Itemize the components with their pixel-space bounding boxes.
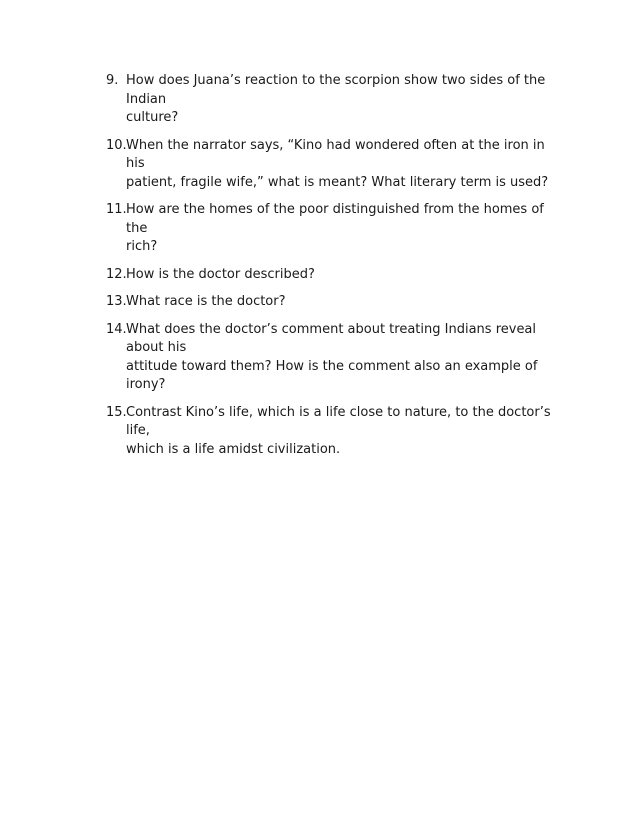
question-text: How is the doctor described? (126, 266, 315, 282)
question-item (106, 137, 566, 193)
question-text: What race is the doctor? (126, 294, 286, 309)
question-number: 12. (106, 266, 127, 282)
question-item (106, 404, 566, 460)
question-number: 15. (106, 404, 127, 420)
question-text: Contrast Kino’s life, which is a life close to nature, to the doctor’s life, which is a life amidst civilization. (126, 404, 551, 457)
question-text: How does Juana’s reaction to the scorpion show two sides of the Indian culture? (126, 73, 546, 125)
question-item (106, 201, 566, 257)
question-number: 11. (106, 202, 127, 217)
question-number: 14. (106, 321, 127, 337)
question-item (106, 321, 566, 395)
question-item (106, 72, 566, 128)
question-text: When the narrator says, “Kino had wondered often at the iron in his patient, fragile wife,” what is meant? What literary term is used? (126, 137, 549, 190)
question-item (106, 293, 566, 312)
question-list (106, 72, 566, 468)
question-text: How are the homes of the poor distinguished from the homes of the rich? (126, 202, 544, 254)
question-number: 10. (106, 137, 127, 153)
question-item (106, 266, 566, 285)
question-number: 9. (106, 73, 119, 88)
question-text: What does the doctor’s comment about treating Indians reveal about his attitude toward them? How is the comment also an example of irony? (126, 321, 538, 392)
question-number: 13. (106, 294, 127, 309)
